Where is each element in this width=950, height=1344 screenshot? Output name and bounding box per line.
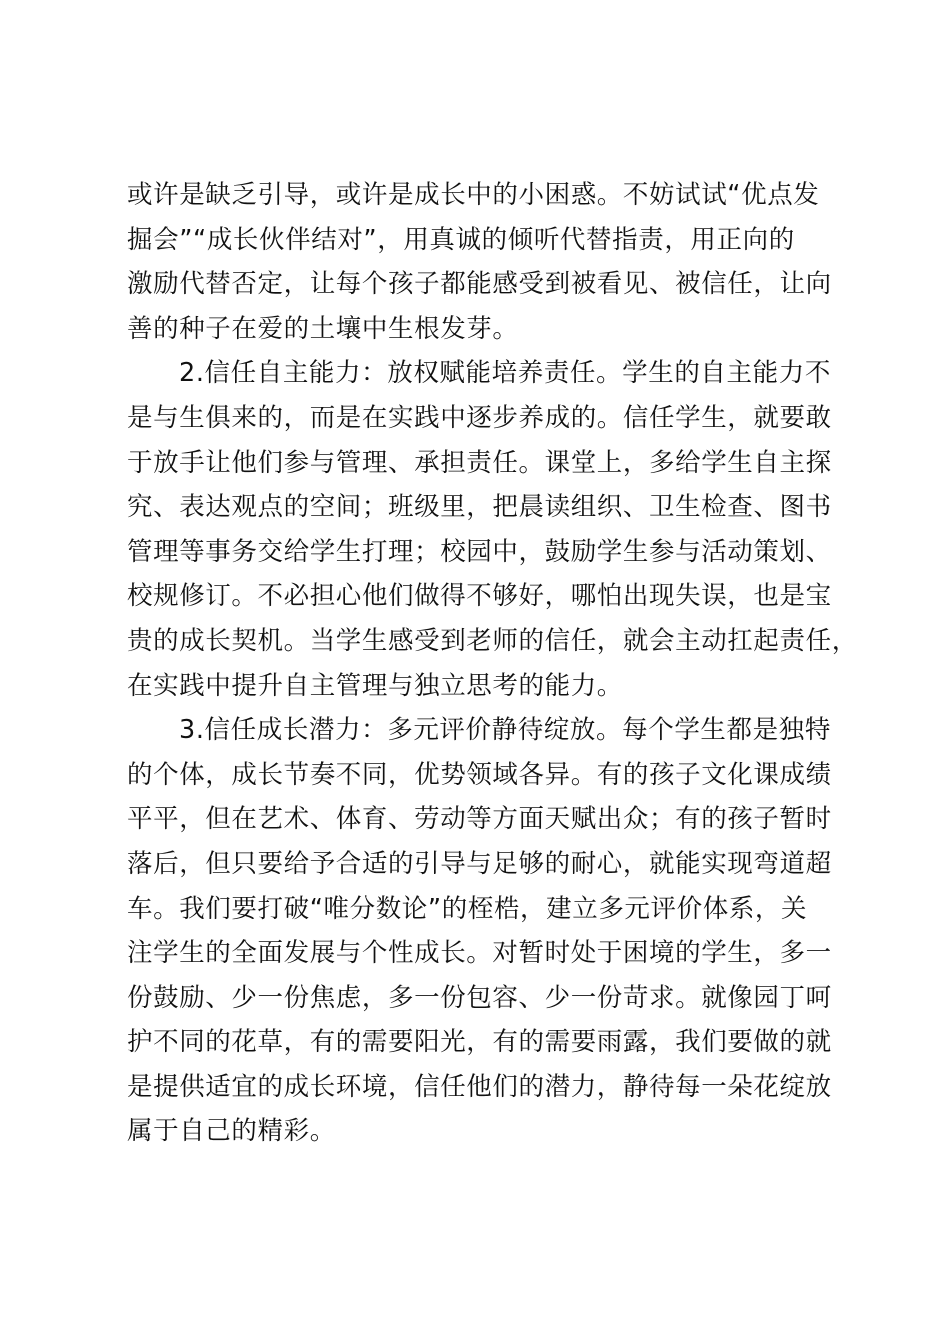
- text-line: 管理等事务交给学生打理；校园中，鼓励学生参与活动策划、: [127, 536, 832, 567]
- document-body: [127, 173, 858, 1154]
- text-line: 究、表达观点的空间；班级里，把晨读组织、卫生检查、图书: [127, 492, 832, 523]
- text-line: 车。我们要打破“唯分数论”的桎梏，建立多元评价体系，关: [127, 893, 808, 924]
- paragraph-trust-autonomy: [127, 351, 858, 708]
- paragraph-trust-potential: [127, 708, 847, 1154]
- text-line: 校规修订。不必担心他们做得不够好，哪怕出现失误，也是宝: [127, 581, 832, 612]
- text-line: 贵的成长契机。当学生感受到老师的信任，就会主动扛起责任，: [127, 625, 858, 656]
- text-line: 掘会”“成长伙伴结对”，用真诚的倾听代替指责，用正向的: [127, 224, 795, 255]
- text-line: 份鼓励、少一份焦虑，多一份包容、少一份苛求。就像园丁呵: [127, 982, 832, 1013]
- text-line: 3.信任成长潜力：多元评价静待绽放。每个学生都是独特: [179, 715, 831, 746]
- text-line: 是与生俱来的，而是在实践中逐步养成的。信任学生，就要敢: [127, 402, 832, 433]
- text-line: 或许是缺乏引导，或许是成长中的小困惑。不妨试试“优点发: [127, 180, 820, 210]
- text-line: 善的种子在爱的土壤中生根发芽。: [127, 313, 519, 344]
- text-line: 于放手让他们参与管理、承担责任。课堂上，多给学生自主探: [127, 447, 832, 478]
- text-line: 护不同的花草，有的需要阳光，有的需要雨露，我们要做的就: [127, 1027, 832, 1058]
- text-line: 注学生的全面发展与个性成长。对暂时处于困境的学生，多一: [127, 938, 832, 969]
- text-line: 2.信任自主能力：放权赋能培养责任。学生的自主能力不: [179, 358, 831, 389]
- text-line: 的个体，成长节奏不同，优势领域各异。有的孩子文化课成绩: [127, 759, 832, 790]
- text-line: 是提供适宜的成长环境，信任他们的潜力，静待每一朵花绽放: [127, 1071, 832, 1102]
- paragraph-continuation: [127, 173, 847, 351]
- text-line: 平平，但在艺术、体育、劳动等方面天赋出众；有的孩子暂时: [127, 804, 832, 835]
- text-line: 落后，但只要给予合适的引导与足够的耐心，就能实现弯道超: [127, 848, 832, 879]
- text-line: 属于自己的精彩。: [127, 1116, 336, 1147]
- text-line: 在实践中提升自主管理与独立思考的能力。: [127, 670, 623, 701]
- text-line: 激励代替否定，让每个孩子都能感受到被看见、被信任，让向: [127, 269, 832, 300]
